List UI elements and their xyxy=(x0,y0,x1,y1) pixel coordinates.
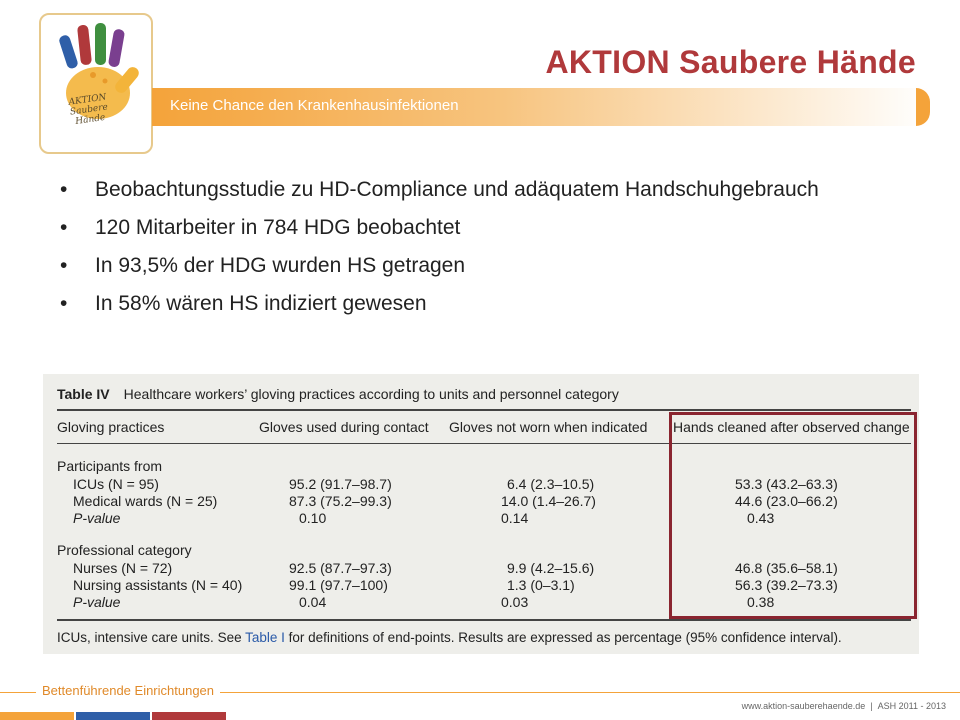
row-label: Nursing assistants (N = 40) xyxy=(73,577,243,593)
stripe-blue xyxy=(76,712,150,720)
table-rule xyxy=(57,619,911,621)
table-caption: Healthcare workers’ gloving practices according to units and personnel category xyxy=(123,386,619,402)
footer-info xyxy=(742,701,946,711)
table-cell: 6.4 (2.3–10.5) xyxy=(507,476,595,492)
bullet-item xyxy=(58,214,878,242)
bullet-item xyxy=(58,252,878,280)
column-header: Gloving practices xyxy=(57,419,165,435)
table-cell: 46.8 (35.6–58.1) xyxy=(735,560,838,576)
table-cell: 0.04 xyxy=(299,594,327,610)
row-label: ICUs (N = 95) xyxy=(73,476,159,492)
table-cell: 0.10 xyxy=(299,510,327,526)
row-label: Medical wards (N = 25) xyxy=(73,493,218,509)
table-cell: 87.3 (75.2–99.3) xyxy=(289,493,392,509)
footer-category: Bettenführende Einrichtungen xyxy=(36,683,220,698)
hand-logo-icon xyxy=(41,15,151,152)
logo-text: AKTION Saubere Hände xyxy=(68,92,109,127)
row-label: P-value xyxy=(73,594,121,610)
table-cell: 0.43 xyxy=(747,510,775,526)
table-cell: 53.3 (43.2–63.3) xyxy=(735,476,838,492)
table-cell: 0.38 xyxy=(747,594,775,610)
bullet-list xyxy=(58,176,878,328)
bullet-icon: • xyxy=(60,254,68,277)
footer-period: ASH 2011 - 2013 xyxy=(877,701,946,711)
tagline: Keine Chance den Krankenhausinfektionen xyxy=(170,97,459,114)
table-cell: 0.14 xyxy=(501,510,529,526)
bullet-item xyxy=(58,290,878,318)
bullet-icon: • xyxy=(60,292,68,315)
bullet-text: In 58% wären HS indiziert gewesen xyxy=(95,292,427,315)
row-label: P-value xyxy=(73,510,121,526)
table-cell: 92.5 (87.7–97.3) xyxy=(289,560,392,576)
table-cell: 1.3 (0–3.1) xyxy=(507,577,575,593)
group-label: Participants from xyxy=(57,458,163,474)
bullet-icon: • xyxy=(60,178,68,201)
tagline-bar-end xyxy=(916,88,930,126)
table-title xyxy=(57,386,619,402)
table-link[interactable]: Table I xyxy=(245,630,285,645)
table-rule xyxy=(57,409,911,411)
bullet-item xyxy=(58,176,878,204)
logo xyxy=(39,13,153,154)
stripe-red xyxy=(152,712,226,720)
highlight-box xyxy=(669,412,917,619)
bullet-icon: • xyxy=(60,216,68,239)
table-cell: 56.3 (39.2–73.3) xyxy=(735,577,838,593)
bullet-text: In 93,5% der HDG wurden HS getragen xyxy=(95,254,466,277)
table-cell: 9.9 (4.2–15.6) xyxy=(507,560,595,576)
table-footnote xyxy=(57,629,842,646)
row-label: Nurses (N = 72) xyxy=(73,560,173,576)
bullet-text: 120 Mitarbeiter in 784 HDG beobachtet xyxy=(95,216,461,239)
footnote-text: ICUs, intensive care units. See xyxy=(57,630,246,645)
stripe-orange xyxy=(0,712,74,720)
table-cell: 14.0 (1.4–26.7) xyxy=(501,493,596,509)
footer-separator: | xyxy=(870,701,873,711)
footer-site[interactable]: www.aktion-sauberehaende.de xyxy=(741,701,866,711)
table-cell: 0.03 xyxy=(501,594,529,610)
table-cell: 95.2 (91.7–98.7) xyxy=(289,476,392,492)
column-header: Hands cleaned after observed change xyxy=(673,419,910,435)
column-header: Gloves used during contact xyxy=(259,419,429,435)
group-label: Professional category xyxy=(57,542,192,558)
table-cell: 44.6 (23.0–66.2) xyxy=(735,493,838,509)
bullet-text: Beobachtungsstudie zu HD-Compliance und adäquatem Handschuhgebrauch xyxy=(95,178,819,201)
brand-title: AKTION Saubere Hände xyxy=(545,44,916,80)
table-label: Table IV xyxy=(57,386,110,402)
table-cell: 99.1 (97.7–100) xyxy=(289,577,388,593)
footnote-text: for definitions of end-points. Results are expressed as percentage (95% confidence interval). xyxy=(284,630,842,645)
column-header: Gloves not worn when indicated xyxy=(449,419,648,435)
footer-stripes xyxy=(0,712,227,720)
